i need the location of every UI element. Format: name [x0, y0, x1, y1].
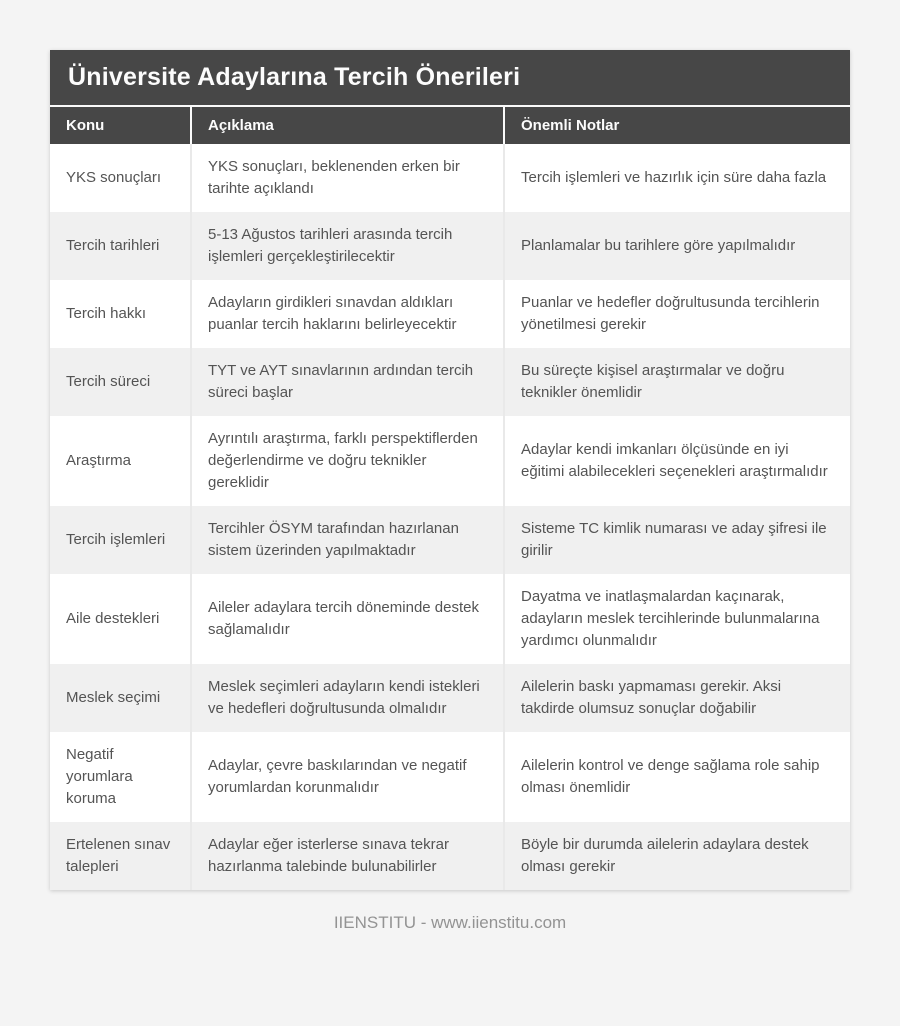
cell-onemli-notlar: Planlamalar bu tarihlere göre yapılmalıdır — [503, 212, 850, 280]
cell-aciklama: Ayrıntılı araştırma, farklı perspektiflerden değerlendirme ve doğru teknikler gereklidir — [190, 416, 503, 506]
table-row — [50, 212, 850, 280]
cell-konu: YKS sonuçları — [50, 144, 190, 212]
cell-onemli-notlar: Tercih işlemleri ve hazırlık için süre daha fazla — [503, 144, 850, 212]
cell-onemli-notlar: Adaylar kendi imkanları ölçüsünde en iyi eğitimi alabilecekleri seçenekleri araştırmalıdır — [503, 416, 850, 506]
table-row — [50, 664, 850, 732]
recommendations-table — [50, 107, 850, 890]
table-row — [50, 732, 850, 822]
cell-aciklama: Aileler adaylara tercih döneminde destek sağlamalıdır — [190, 574, 503, 664]
page — [0, 50, 900, 933]
cell-aciklama: Meslek seçimleri adayların kendi istekleri ve hedefleri doğrultusunda olmalıdır — [190, 664, 503, 732]
table-row — [50, 416, 850, 506]
column-header-konu: Konu — [50, 107, 190, 144]
cell-konu: Tercih işlemleri — [50, 506, 190, 574]
cell-onemli-notlar: Böyle bir durumda ailelerin adaylara destek olması gerekir — [503, 822, 850, 890]
table-header-row — [50, 107, 850, 144]
column-header-onemli-notlar: Önemli Notlar — [503, 107, 850, 144]
cell-aciklama: YKS sonuçları, beklenenden erken bir tarihte açıklandı — [190, 144, 503, 212]
table-card — [50, 50, 850, 890]
column-header-aciklama: Açıklama — [190, 107, 503, 144]
cell-onemli-notlar: Sisteme TC kimlik numarası ve aday şifresi ile girilir — [503, 506, 850, 574]
cell-onemli-notlar: Ailelerin baskı yapmaması gerekir. Aksi takdirde olumsuz sonuçlar doğabilir — [503, 664, 850, 732]
cell-aciklama: TYT ve AYT sınavlarının ardından tercih süreci başlar — [190, 348, 503, 416]
cell-konu: Araştırma — [50, 416, 190, 506]
cell-konu: Tercih hakkı — [50, 280, 190, 348]
cell-aciklama: Adaylar eğer isterlerse sınava tekrar hazırlanma talebinde bulunabilirler — [190, 822, 503, 890]
cell-konu: Tercih süreci — [50, 348, 190, 416]
cell-konu: Meslek seçimi — [50, 664, 190, 732]
table-row — [50, 506, 850, 574]
cell-konu: Ertelenen sınav talepleri — [50, 822, 190, 890]
cell-aciklama: Adaylar, çevre baskılarından ve negatif yorumlardan korunmalıdır — [190, 732, 503, 822]
cell-konu: Tercih tarihleri — [50, 212, 190, 280]
cell-onemli-notlar: Bu süreçte kişisel araştırmalar ve doğru teknikler önemlidir — [503, 348, 850, 416]
footer-credit: IIENSTITU - www.iienstitu.com — [333, 913, 567, 932]
cell-onemli-notlar: Dayatma ve inatlaşmalardan kaçınarak, adayların meslek tercihlerinde bulunmalarına yardımcı olunmalıdır — [503, 574, 850, 664]
cell-aciklama: 5-13 Ağustos tarihleri arasında tercih işlemleri gerçekleştirilecektir — [190, 212, 503, 280]
table-row — [50, 348, 850, 416]
cell-konu: Aile destekleri — [50, 574, 190, 664]
page-title: Üniversite Adaylarına Tercih Önerileri — [50, 50, 850, 107]
table-body — [50, 144, 850, 890]
table-row — [50, 280, 850, 348]
table-row — [50, 822, 850, 890]
cell-onemli-notlar: Ailelerin kontrol ve denge sağlama role sahip olması önemlidir — [503, 732, 850, 822]
cell-aciklama: Adayların girdikleri sınavdan aldıkları puanlar tercih haklarını belirleyecektir — [190, 280, 503, 348]
cell-aciklama: Tercihler ÖSYM tarafından hazırlanan sistem üzerinden yapılmaktadır — [190, 506, 503, 574]
table-row — [50, 144, 850, 212]
table-row — [50, 574, 850, 664]
cell-onemli-notlar: Puanlar ve hedefler doğrultusunda tercihlerin yönetilmesi gerekir — [503, 280, 850, 348]
cell-konu: Negatif yorumlara koruma — [50, 732, 190, 822]
